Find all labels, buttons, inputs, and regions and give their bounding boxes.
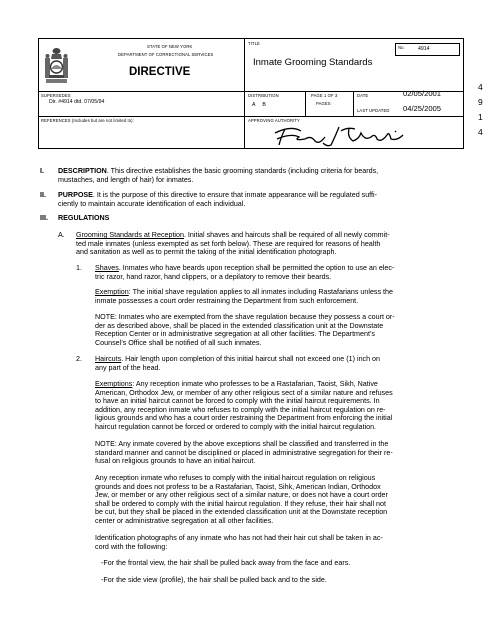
state-name: STATE OF NEW YORK bbox=[147, 44, 193, 49]
page-label: PAGE 1 OF 3 bbox=[311, 93, 338, 98]
section-number: I. bbox=[40, 167, 44, 175]
header-box bbox=[38, 38, 464, 149]
title-label: TITLE bbox=[248, 41, 260, 46]
haircut-refusal-paragraph: Any reception inmate who refuses to comply with the initial haircut regulation on religious grounds and does not profess to be a Rastafarian, Taoist, Sihk, American Indian, Orthodox Jew, or member or any other religious sect of a similar nature, or does not have a court order shall be ordered to comply with the initial haircut regulation. If they refuse, their hair shall not be cut, but they shall be placed in the extended classification unit at the Downstate reception center or administrative segregation at all other facilities. bbox=[95, 474, 388, 525]
haircut-note: NOTE: Any inmate covered by the above exceptions shall be classified and transferred in the standard manner and cannot be disciplined or placed in administrative segregation for their re- fusal on religious grounds to have an initial haircut. bbox=[95, 440, 393, 466]
frontal-view-item: -For the frontal view, the hair shall be pulled back away from the face and ears. bbox=[101, 559, 351, 567]
divider bbox=[305, 91, 306, 116]
no-value: 4914 bbox=[418, 46, 430, 52]
references-label: REFERENCES (Includes but are not limited to): bbox=[41, 118, 134, 123]
side-digit: 9 bbox=[478, 97, 483, 107]
date-value: 02/05/2001 bbox=[403, 89, 442, 98]
distribution-value: A B bbox=[252, 102, 266, 108]
shave-exemption: Exemption: The initial shave regulation applies to all inmates including Rastafarians unless the inmate possesses a court order restraining the Department from such enforcement. bbox=[95, 288, 393, 305]
supersedes-value: Dir. #4914 dtd. 07/05/94 bbox=[49, 99, 105, 105]
last-updated-value: 04/25/2005 bbox=[403, 104, 442, 113]
section-number: II. bbox=[40, 191, 46, 199]
subsection-letter: A. bbox=[58, 231, 65, 239]
shaves-item: Shaves. Inmates who have beards upon reception shall be permitted the option to use an elec- tric razor, hand razor, hand clippers, or a depilatory to remove their beards. bbox=[95, 264, 395, 281]
haircuts-item: Haircuts. Hair length upon completion of this initial haircut shall not exceed one (1) inch on any part of the head. bbox=[95, 355, 381, 372]
divider bbox=[39, 116, 464, 117]
photograph-paragraph: Identification photographs of any inmate who has not had their hair cut shall be taken in ac- cord with the following: bbox=[95, 534, 383, 551]
section-heading: REGULATIONS bbox=[58, 214, 110, 222]
supersedes-label: SUPERSEDES bbox=[41, 93, 71, 98]
side-digit: 1 bbox=[478, 112, 483, 122]
document-type: DIRECTIVE bbox=[129, 66, 191, 78]
shave-note: NOTE: Inmates who are exempted from the shave regulation because they possess a court or- der as described above, shall be placed in the extended classification unit at the Downstate Reception Center or in administrative segregation at all other facilities. The Department’s Counsel’s Office shall be notified of all such inmates. bbox=[95, 313, 395, 347]
state-seal-icon bbox=[43, 45, 70, 85]
pages-label: PAGES bbox=[316, 101, 331, 106]
grooming-at-reception: Grooming Standards at Reception. Initial shaves and haircuts shall be required of all newly commit- ted male inmates (unless exempted as set forth below). These are required for reasons of health and sanitation as well as to permit the taking of the initial identification photograph. bbox=[76, 231, 390, 257]
divider bbox=[39, 91, 464, 92]
side-view-item: -For the side view (profile), the hair shall be pulled back and to the side. bbox=[101, 576, 327, 584]
approving-authority-label: APPROVING AUTHORITY bbox=[248, 118, 300, 123]
last-updated-label: LAST UPDATED bbox=[357, 108, 390, 113]
item-number: 2. bbox=[76, 355, 82, 363]
item-number: 1. bbox=[76, 264, 82, 272]
date-label: DATE bbox=[357, 93, 369, 98]
department-name: DEPARTMENT OF CORRECTIONAL SERVICES bbox=[118, 52, 214, 57]
signature-icon bbox=[271, 123, 421, 149]
purpose-section: PURPOSE. It is the purpose of this directive to ensure that inmate appearance will be regulated suffi- ciently to maintain accurate identification of each individual. bbox=[58, 191, 377, 208]
divider bbox=[353, 91, 354, 116]
section-heading: PURPOSE bbox=[58, 191, 93, 199]
no-label: No. bbox=[398, 45, 405, 50]
section-number: III. bbox=[40, 214, 48, 222]
directive-number-box bbox=[395, 43, 460, 56]
description-section: DESCRIPTION. This directive establishes the basic grooming standards (including criteria for beards, mustaches, and length of hair) for inmates. bbox=[58, 167, 379, 184]
side-digit: 4 bbox=[478, 82, 483, 92]
divider bbox=[244, 39, 245, 149]
distribution-label: DISTRIBUTION bbox=[248, 93, 279, 98]
document-title: Inmate Grooming Standards bbox=[253, 57, 373, 68]
section-heading: DESCRIPTION bbox=[58, 167, 107, 175]
haircut-exemptions: Exemptions: Any reception inmate who professes to be a Rastafarian, Taoist, Sikh, Native American, Orthodox Jew, or member of any other religious sect of a similar nature and refuses to have an initial haircut cannot be forced to comply with the initial haircut requirements. In addition, any reception inmate who refuses to comply with the initial haircut regulation on re- ligious grounds and who has a court order restraining the Department from enforcing the initial haircut regulation cannot be forced or ordered to comply with the initial haircut regulation. bbox=[95, 380, 393, 431]
side-digit: 4 bbox=[478, 127, 483, 137]
